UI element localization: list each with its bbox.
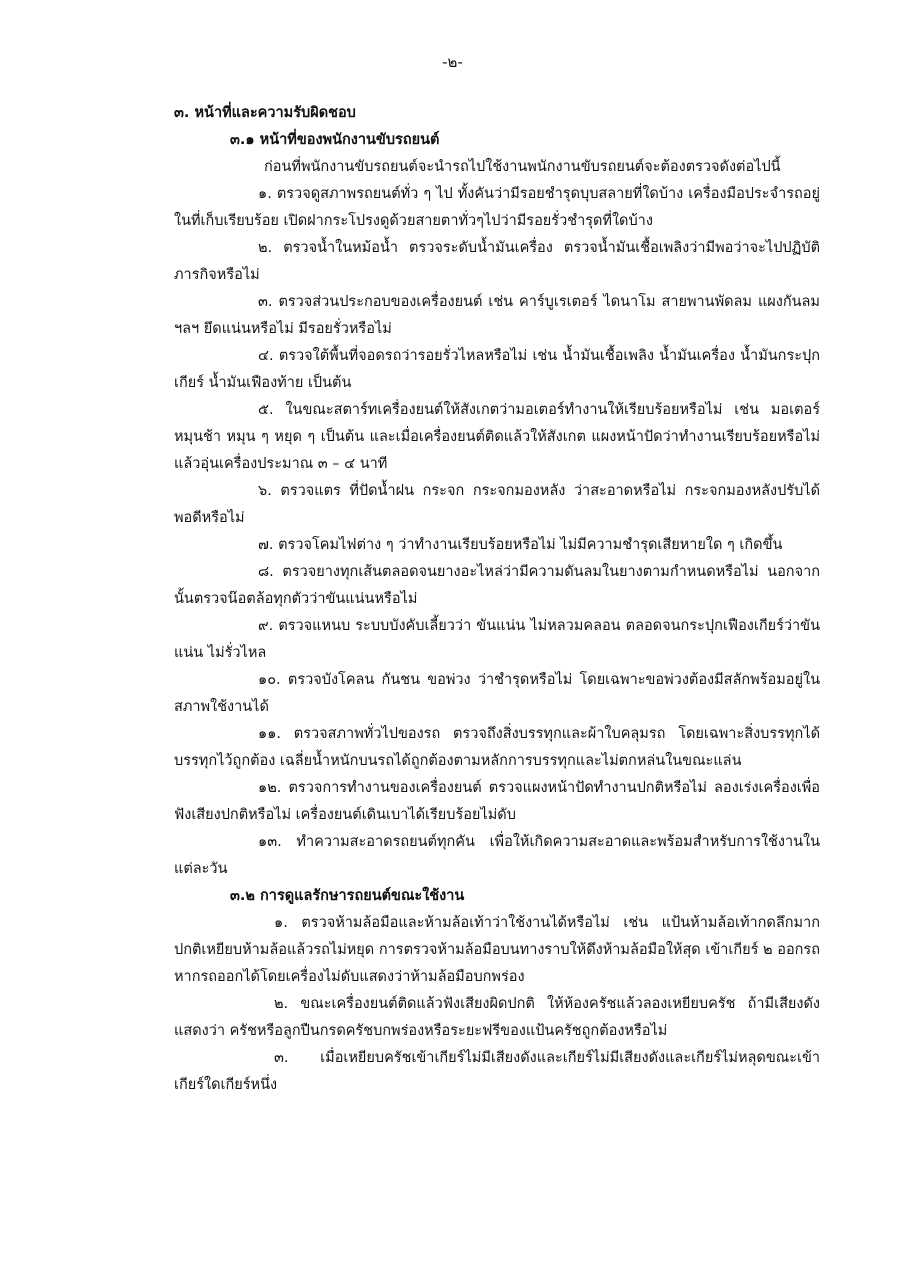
maintenance-item: ๒. ขณะเครื่องยนต์ติดแล้วฟังเสียงผิดปกติ ให้ห้องครัชแล้วลองเหยียบครัช ถ้ามีเสียงดังแสดงว่า ครัชหรือลูกปืนกรดครัชบกพร่องหรือระยะฟรีของแป้นครัชถูกต้องหรือไม่	[174, 996, 820, 1039]
subsection-heading-duties: ๓.๑ หน้าที่ของพนักงานขับรถยนต์	[230, 132, 440, 148]
section-heading: ๓. หน้าที่และความรับผิดชอบ	[174, 105, 356, 121]
duty-item: ๑๒. ตรวจการทำงานของเครื่องยนต์ ตรวจแผงหน้าปัดทำงานปกติหรือไม่ ลองเร่งเครื่องเพื่อฟังเสียงปกติหรือไม่ เครื่องยนต์เดินเบาได้เรียบร้อยไม่ดับ	[174, 780, 820, 823]
duty-item: ๑๐. ตรวจบังโคลน กันชน ขอพ่วง ว่าชำรุดหรือไม่ โดยเฉพาะขอพ่วงต้องมีสลักพร้อมอยู่ในสภาพใช้งานได้	[174, 672, 820, 715]
duty-item: ๘. ตรวจยางทุกเส้นตลอดจนยางอะไหล่ว่ามีความดันลมในยางตามกำหนดหรือไม่ นอกจากนั้นตรวจน๊อตล้อทุกตัวว่าขันแน่นหรือไม่	[174, 564, 820, 607]
page-number: -๒-	[442, 53, 463, 71]
duty-item: ๖. ตรวจแตร ที่ปัดน้ำฝน กระจก กระจกมองหลัง ว่าสะอาดหรือไม่ กระจกมองหลังปรับได้พอดีหรือไม่	[174, 483, 820, 526]
duties-intro: ก่อนที่พนักงานขับรถยนต์จะนำรถไปใช้งานพนักงานขับรถยนต์จะต้องตรวจดังต่อไปนี้	[264, 159, 781, 175]
duty-item: ๙. ตรวจแหนบ ระบบบังคับเลี้ยวว่า ขันแน่น ไม่หลวมคลอน ตลอดจนกระปุกเฟืองเกียร์ว่าขันแน่น ไม่รั่วไหล	[174, 618, 820, 661]
duty-item: ๒. ตรวจน้ำในหม้อน้ำ ตรวจระดับน้ำมันเครื่อง ตรวจน้ำมันเชื้อเพลิงว่ามีพอว่าจะไปปฏิบัติภารกิจหรือไม่	[174, 240, 820, 283]
duty-item: ๓. ตรวจส่วนประกอบของเครื่องยนต์ เช่น คาร์บูเรเตอร์ ไดนาโม สายพานพัดลม แผงกันลม ฯลฯ ยึดแน่นหรือไม่ มีรอยรั่วหรือไม่	[174, 294, 820, 337]
document-body	[174, 100, 820, 1099]
maintenance-item: ๓. เมื่อเหยียบครัชเข้าเกียร์ไม่มีเสียงดังและเกียร์ไม่มีเสียงดังและเกียร์ไม่หลุดขณะเข้าเกียร์ใดเกียร์หนึ่ง	[174, 1050, 820, 1093]
duty-item: ๑๓. ทำความสะอาดรถยนต์ทุกคัน เพื่อให้เกิดความสะอาดและพร้อมสำหรับการใช้งานในแต่ละวัน	[174, 834, 820, 877]
subsection-heading-maintenance: ๓.๒ การดูแลรักษารถยนต์ขณะใช้งาน	[230, 888, 465, 904]
duty-item: ๕. ในขณะสตาร์ทเครื่องยนต์ให้สังเกตว่ามอเตอร์ทำงานให้เรียบร้อยหรือไม่ เช่น มอเตอร์หมุนช้า หมุน ๆ หยุด ๆ เป็นต้น และเมื่อเครื่องยนต์ติดแล้วให้สังเกต แผงหน้าปัดว่าทำงานเรียบร้อยหรือไม่ แล้วอุ่นเครื่องประมาณ ๓ – ๔ นาที	[174, 402, 820, 472]
maintenance-item: ๑. ตรวจห้ามล้อมือและห้ามล้อเท้าว่าใช้งานได้หรือไม่ เช่น แป้นห้ามล้อเท้ากดลึกมากปกติเหยียบห้ามล้อแล้วรถไม่หยุด การตรวจห้ามล้อมือบนทางราบให้ดึงห้ามล้อมือให้สุด เข้าเกียร์ ๒ ออกรถ หากรถออกได้โดยเครื่องไม่ดับแสดงว่าห้ามล้อมือบกพร่อง	[174, 915, 820, 985]
duty-item: ๔. ตรวจใต้พื้นที่จอดรถว่ารอยรั่วไหลหรือไม่ เช่น น้ำมันเชื้อเพลิง น้ำมันเครื่อง น้ำมันกระปุกเกียร์ น้ำมันเฟืองท้าย เป็นต้น	[174, 348, 820, 391]
duty-item: ๑. ตรวจดูสภาพรถยนต์ทั่ว ๆ ไป ทั้งคันว่ามีรอยชำรุดบุบสลายที่ใดบ้าง เครื่องมือประจำรถอยู่ในที่เก็บเรียบร้อย เปิดฝากระโปรงดูด้วยสายตาทั่วๆไปว่ามีรอยรั่วชำรุดที่ใดบ้าง	[174, 186, 820, 229]
duty-item: ๑๑. ตรวจสภาพทั่วไปของรถ ตรวจถึงสิ่งบรรทุกและผ้าใบคลุมรถ โดยเฉพาะสิ่งบรรทุกได้บรรทุกไว้ถูกต้อง เฉลี่ยน้ำหนักบนรถได้ถูกต้องตามหลักการบรรทุกและไม่ตกหล่นในขณะแล่น	[174, 726, 820, 769]
duty-item: ๗. ตรวจโคมไฟต่าง ๆ ว่าทำงานเรียบร้อยหรือไม่ ไม่มีความชำรุดเสียหายใด ๆ เกิดขึ้น	[258, 537, 783, 553]
